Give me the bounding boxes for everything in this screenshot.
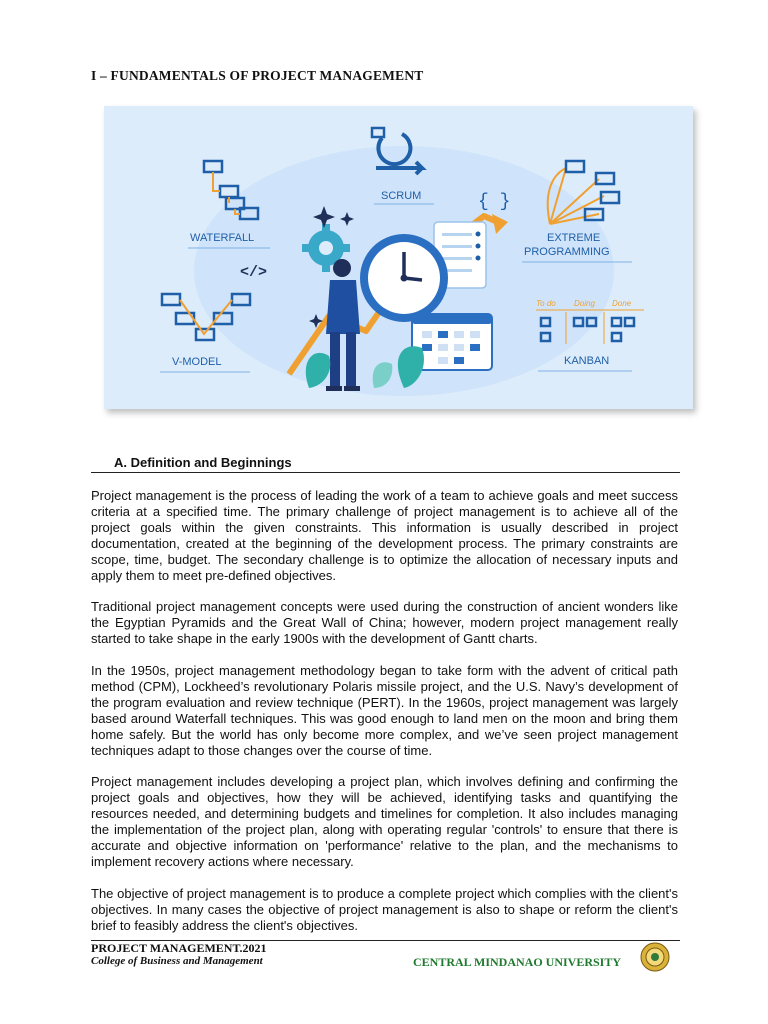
chapter-title: I – FUNDAMENTALS OF PROJECT MANAGEMENT [91,68,424,83]
kanban-label: KANBAN [564,355,610,367]
v-model-label: V-MODEL [172,356,222,368]
calendar-icon [412,314,492,370]
clock-icon [360,234,448,322]
braces-icon: { } [478,192,511,212]
paragraph-objective: The objective of project management is to produce a complete project which complies with the client's objectives. In many cases the objective of project management is also to shape or reform the client's brief to feasibly address the client's objectives. [91,886,678,933]
svg-text:To do: To do [536,299,556,308]
paragraph-traditional: Traditional project management concepts were used during the construction of ancient wonders like the Egyptian Pyramids and the Great Wall of China; however, modern project management really started to take shape in the early 1900s with the development of Gantt charts. [91,599,678,646]
svg-text:Done: Done [612,299,632,308]
extreme-label-2: PROGRAMMING [524,246,610,258]
university-seal-icon [640,942,670,972]
methodologies-illustration [104,106,693,409]
extreme-label-1: EXTREME [547,232,601,244]
section-heading: A. Definition and Beginnings [114,455,292,470]
paragraph-history: In the 1950s, project management methodology began to take form with the advent of critical path method (CPM), Lockheed’s revolutionary Polaris missile project, and the U.S. Navy’s development of the program evaluation and review technique (PERT). In the 1960s, project management was largely based around Waterfall techniques. This was good enough to land men on the moon and bring them home safely. But the world has only become more complex, and we’ve seen project management techniques adapt to those changes over the course of time. [91,663,678,758]
scrum-label: SCRUM [381,190,422,202]
footer-university-name: CENTRAL MINDANAO UNIVERSITY [413,955,622,969]
code-tag-icon: </> [240,264,268,281]
footer-course-title: PROJECT MANAGEMENT.2021 [91,941,267,955]
paragraph-definition: Project management is the process of leading the work of a team to achieve goals and meet success criteria at a specified time. The primary challenge of project management is to achieve all of the project goals within the given constraints. This information is usually described in project documentation, created at the beginning of the development process. The primary constraints are scope, time, budget. The secondary challenge is to optimize the allocation of necessary inputs and apply them to meet pre-defined objectives. [91,488,678,583]
footer-college-name: College of Business and Management [91,955,263,967]
svg-text:Doing: Doing [574,299,595,308]
waterfall-label: WATERFALL [190,232,255,244]
section-divider [91,472,680,473]
paragraph-scope: Project management includes developing a project plan, which involves defining and confirming the project goals and objectives, how they will be achieved, identifying tasks and quantifying the resources needed, and determining budgets and timelines for completion. It also includes managing the implementation of the project plan, along with operating regular 'controls' to ensure that there is accurate and objective information on 'performance' relative to the plan, and the mechanisms to implement recovery actions where necessary. [91,774,678,869]
